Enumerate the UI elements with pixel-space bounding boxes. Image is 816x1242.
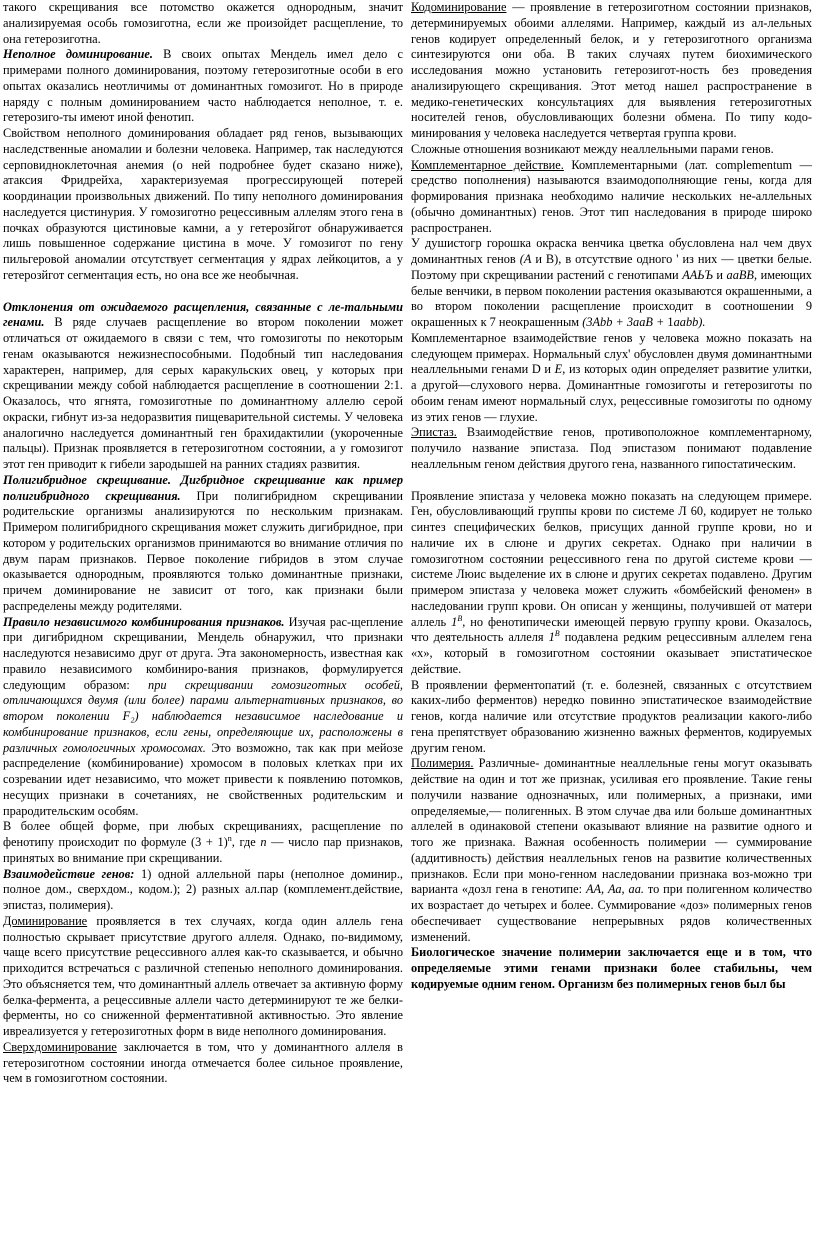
paragraph-text: заключается в том, что у доминантного аллеля в гетерозиготном состоянии иногда отмечается более сильное проявление, чем в гомозиготном состоянии. xyxy=(3,1039,403,1086)
paragraph-epistasis-example xyxy=(411,489,812,678)
paragraph-text: , но фенотипически имеющей первую группу крови. Оказалось, что деятельность аллеля xyxy=(411,614,812,645)
paragraph-independent-assortment xyxy=(3,615,403,820)
paragraph-incomplete-dominance-examples xyxy=(3,126,403,284)
genotype: ааВВ, xyxy=(726,267,758,282)
paragraph-text: Взаимодействие генов, противоположное комплементарному, получило название эпистаза. Под эпистазом понимают подавление неаллельным геном действия другого гена, названного гипостатическим. xyxy=(411,425,812,471)
paragraph-overdominance xyxy=(3,1040,403,1087)
paragraph-hearing xyxy=(411,331,812,426)
paragraph-epistasis xyxy=(411,425,812,472)
paragraph-intro xyxy=(3,0,403,47)
paragraph-text: из которых один определяет развитие улитки, а другой—слухового нерва. Доминантные гомозиготы и гетерозиготы по обоим генам имеют нормальный слух, рецессивные гомозиготы по одному из этих генов — глухие. xyxy=(411,362,812,424)
paragraph-complex-relations xyxy=(411,142,812,158)
formula-variable: n xyxy=(260,835,267,849)
paragraph-text: При полигибридном скрещивании родительские организмы анализируются по нескольким признакам. Примером полигибридного скрещивания может служить дигибридное, при котором у родительских организмов принимаются во внимание отличия по двум парам признаков. Первое поколение гибридов в этом случае оказывается однородным, проявляются только доминантные признаки, причем доминирование не зависит от того, как признаки были распределены между родителями. xyxy=(3,488,404,613)
left-column xyxy=(3,0,403,1087)
section-heading: Правило независимого комбинирования признаков. xyxy=(3,614,285,629)
paragraph-text: Свойством неполного доминирования обладает ряд генов, вызывающих наследственные аномалии и болезни человека. Например, так наследуются серповидноклеточная анемия (о ней подробнее будет сказано ниже), атаксия Фридрейха, характеризуемая прогрессирующей потерей координации произвольных движений. По типу неполного доминирования наследуется цистинурия. У гомозиготно рецессивным аллелям этого гена в почках образуются цистиновые камни, а у гетерозйгот обнаруживается лишь повышенное содержание цистина в моче. У гомозигот по гену пильгеровой аномалии отсутствует сегментация у ядрах лейкоцитов, а у гетерозйгот сегментация есть, но она все же необычная. xyxy=(3,126,403,282)
right-column xyxy=(411,0,812,993)
paragraph-text: В более общей форме, при любых скрещиваниях, расщепление по фенотипу происходит по формуле (3 + 1) xyxy=(3,819,403,849)
paragraph-text: В ряде случаев расщепление во втором поколении может отличаться от ожидаемого в связи с тем, что гомозиготы по некоторым генам оказываются нежизнеспособными. Подобный тип наследования характерен, например, для серых каракульских овец, у которых при скрещивании между собой наблюдается расщепление в соотношении 2:1. Оказалось, что ягнята, гомозиготные по доминантному аллелю серой окраски, гибнут из-за недоразвития пищеварительной системы. У человека аналогично наследуется доминантный ген брахидактилии (укороченные пальцы). Признак проявляется в гетерозиготном состоянии, а у гомозигот этот ген приводит к гибели зародышей на ранних стадиях развития. xyxy=(3,315,403,471)
spacer xyxy=(3,284,403,300)
section-heading: Неполное доминирование. xyxy=(3,47,153,62)
genotype-formula: (3Abb + 3aaB + xyxy=(582,315,665,329)
paragraph-text: , где xyxy=(231,835,261,849)
paragraph-text: В проявлении ферментопатий (т. е. болезней, связанных с отсутствием каких-либо ферментов) нередко повинно эпистатическое взаимодействие генов, когда наличие или отсутствие продуктов реализации какого-либо гена препятствует образованию жизненно важных ферментов, кодируемых другим геном. xyxy=(411,677,812,755)
paragraph-text: Это возможно, так как при мейозе распределение (комбинирование) хромосом в половых клетках при их созревании идет независимо, что может привести к появлению потомков, несущих признаки в сочетаниях, не свойственных родительским и прародительским особям. xyxy=(3,740,403,818)
allele-superscript: B xyxy=(554,629,560,639)
paragraph-gene-interaction xyxy=(3,867,403,914)
paragraph-text: Проявление эпистаза у человека можно показать на следующем примере. Ген, обусловливающий группы крови по системе Л 60, кодирует не только синтез специфических белков, присущих данной группе крови, но и наличие их в слюне и других секретах. Однако при наличии в гомозиготном состоянии рецессивного гена по другой системе крови — системе Люис выделение их в слюне и других секретах подавлено. Другим примером эпистаза у человека может служить «бомбейский феномен» в наследовании групп крови. Он описан у женщины, получившей от матери аллель xyxy=(411,488,812,629)
paragraph-polyhybrid xyxy=(3,473,403,615)
paragraph-dominance xyxy=(3,914,403,1040)
paragraph-formula xyxy=(3,819,403,866)
formula-exponent: n xyxy=(227,833,232,843)
paragraph-sweet-pea xyxy=(411,236,812,331)
paragraph-text: то при полигенном количество их возрастает до четырех и более. Суммирование «доз» полимерных генов обеспечивает существование непрерывных рядов количественных изменений. xyxy=(411,882,812,944)
paragraph-text: Биологическое значение полимерии заключается еще и в том, что определяемые этими генами признаки более стабильны, чем кодируемые одним геном. Организм без полимерных генов был бы xyxy=(411,945,812,991)
rule-statement: при скрещивании гомозиготных особей, отличающихся двумя (или более) парами альтернативных признаков, во втором поколении F₂) наблюдается независимое наследование и комбинирование признаков, если гены, определяющие их, расположены в различных гомологичных хромосомах. xyxy=(3,677,403,755)
term-heading: Кодоминирование xyxy=(411,0,507,14)
allele-superscript: B xyxy=(457,613,463,623)
paragraph-text: 1) одной аллельной пары (неполное доминир., полное дом., сверхдом., кодом.); 2) разных ал.пар (комплемент.действие, эпистаз, полимерия). xyxy=(3,866,404,912)
term-heading: Полимерия. xyxy=(411,756,474,771)
paragraph-text: — проявление в гетерозиготном состоянии признаков, детерминируемых обоими аллелями. Например, каждый из ал-лельных генов кодирует определенный белок, и у гетерозиготного организма синтезируются они оба. В таких случаях путем биохимического исследования можно установить гетерозигот-ность без проведения анализирующего скрещивания. Этот метод нашел распространение в медико-генетических консультациях для выявления гетерозиготных носителей генов, обусловливающих болезни обмена. По типу кодо-минирования у человека наследуется четвертая группа крови. xyxy=(411,0,812,140)
paragraph-codominance xyxy=(411,0,812,142)
allele-symbol: 1 xyxy=(451,614,458,629)
allele-symbol: 1 xyxy=(548,630,555,645)
paragraph-text: Комплементарными (лат. complementum — средство пополнения) называются взаимодополняющие гены, когда для формирования признака необходимо наличие нескольких не-аллельных (обычно доминантных) генов. Этот тип наследования в природе широко распространен. xyxy=(411,157,812,235)
paragraph-text: У душистогр горошка окраска венчика цветка обусловлена нал чем двух доминантных генов xyxy=(411,236,812,266)
paragraph-text: — число пар признаков, принятых во внимание при скрещивании. xyxy=(3,835,403,865)
section-heading: Взаимодействие генов: xyxy=(3,866,135,881)
paragraph-text: Сложные отношения возникают между неаллельными парами генов. xyxy=(411,141,774,156)
spacer xyxy=(411,473,812,489)
paragraph-text: подавлена редким рецессивным аллелем гена «х», который в гомозиготном состоянии оказывает эпистатическое действие. xyxy=(411,630,812,676)
section-heading: Полигибридное скрещивание. Дигбридное скрещивание как пример полигибридного скрещивания. xyxy=(3,472,403,503)
section-heading: Отклонения от ожидаемого расщепления, связанные с ле-тальными генами. xyxy=(3,299,403,330)
paragraph-polymery-significance xyxy=(411,945,812,992)
paragraph-text: и xyxy=(712,267,727,282)
term-heading: Комплементарное действие. xyxy=(411,157,564,172)
paragraph-text: Изучая рас-щепление при дигибридном скрещивании, Мендель обнаружил, что признаки наследуются независимо друг от друга. Эта закономерность, известная как правило независимого комбиниро-вания признаков, формулируется следующим образом: xyxy=(3,614,403,692)
paragraph-incomplete-dominance xyxy=(3,47,403,126)
paragraph-text: и В), в отсутствие одного ' из них — цветки белые. Поэтому при скрещивании растений с генотипами xyxy=(411,252,812,282)
paragraph-text: Различные- доминантные неаллельные гены могут оказывать действие на один и тот же признак, усиливая его проявление. Такие гены получили название однозначных, или полимерных, а признаки, ими определяемые,— полигенных. В этом случае два или больше доминантных аллелей в одинаковой степени оказывают влияние на развитие одного и того же признака. Важная особенность полимерии — суммирование (аддитивность) действия неаллельных генов на развитие количественных признаков. Если при моно-генном наследовании признака воз-можно три варианта «дозл гена в генотипе: xyxy=(411,756,812,897)
paragraph-lethal-genes xyxy=(3,300,403,473)
genotype-formula: aabb). xyxy=(673,315,706,329)
gene-symbol: (А xyxy=(519,252,532,266)
paragraph-complementary xyxy=(411,158,812,237)
paragraph-text: 1 xyxy=(664,315,674,329)
paragraph-enzymopathy xyxy=(411,678,812,757)
paragraph-polymery xyxy=(411,756,812,945)
paragraph-text: проявляется в тех случаях, когда один аллель гена полностью скрывает присутствие другого аллеля. Однако, по-видимому, чаще всего присутствие рецессивного аллея как-то сказывается, и обычно приходится встречаться с различной степенью неполного доминирования. Это объясняется тем, что доминантный аллель отвечает за активную форму белка-фермента, а рецессивные аллели часто детерминируют те же белки-ферменты, но со сниженной ферментативной активностью. Это явление ивреализуется у гетерозиготных форм в виде неполного доминирования. xyxy=(3,913,403,1038)
term-heading: Доминирование xyxy=(3,913,88,928)
gene-symbol: Е, xyxy=(554,362,566,377)
paragraph-text: такого скрещивания все потомство окажется однородным, значит анализируемая особь гомозиготна, если же произойдет расщепление, то она гетерозиготна. xyxy=(3,0,403,46)
genotype: ААЬЪ xyxy=(682,267,713,282)
term-heading: Эпистаз. xyxy=(411,425,457,440)
paragraph-text: имеющих белые венчики, в первом поколении растения оказываются окрашенными, а во втором поколении расщепление происходит в соотношении 9 окрашенных к 7 неокрашенным xyxy=(411,267,812,329)
genotype: АА, Аа, аа. xyxy=(585,882,644,897)
paragraph-text: Комплементарное взаимодействие генов у человека можно показать на следующем примерах. Нормальный слух' обусловлен двумя доминантными неаллельными генами D и xyxy=(411,330,812,377)
paragraph-text: В своих опытах Мендель имел дело с примерами полного доминирования, поэтому гетерозиготные особи в его опытах оказались неотличимы от доминантных гомозигот. Но в природе наряду с полным доминированием часто наблюдается неполное, т. е. гетерозиго-ты имеют иной фенотип. xyxy=(3,47,403,125)
term-heading: Сверхдоминирование xyxy=(3,1039,117,1054)
